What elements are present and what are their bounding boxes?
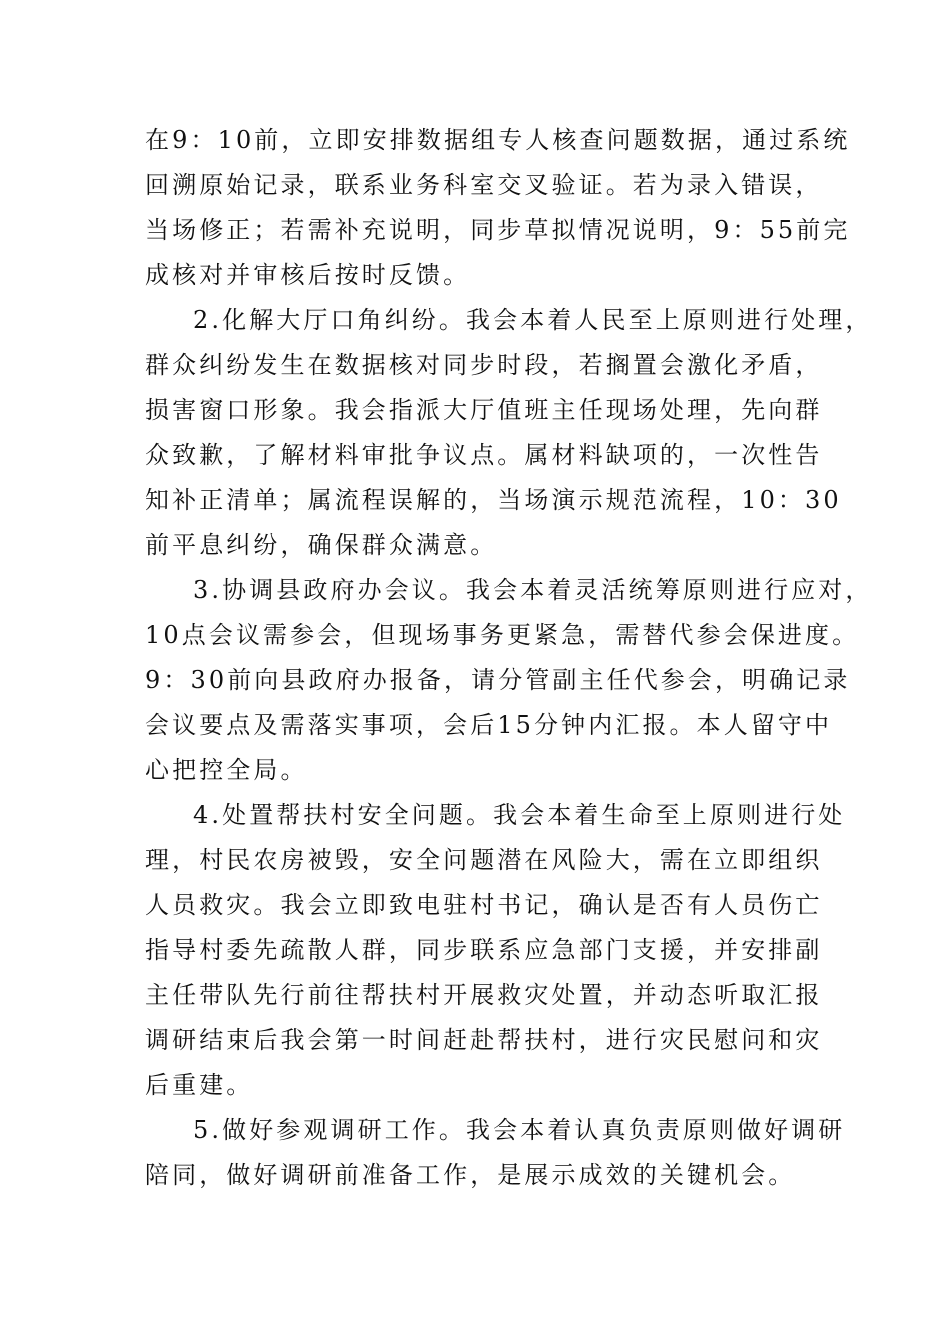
text-line: 知补正清单；属流程误解的，当场演示规范流程，10：30	[145, 486, 842, 514]
text-line: 理，村民农房被毁，安全问题潜在风险大，需在立即组织	[145, 846, 823, 874]
text-line: 后重建。	[145, 1071, 254, 1099]
text-line: 群众纠纷发生在数据核对同步时段，若搁置会激化矛盾，	[145, 351, 823, 379]
text-line: 调研结束后我会第一时间赶赴帮扶村，进行灾民慰问和灾	[145, 1026, 823, 1054]
text-line: 陪同，做好调研前准备工作，是展示成效的关键机会。	[145, 1161, 796, 1189]
text-line: 会议要点及需落实事项，会后15分钟内汇报。本人留守中	[145, 711, 833, 739]
text-line: 人员救灾。我会立即致电驻村书记，确认是否有人员伤亡	[145, 891, 823, 919]
text-line: 成核对并审核后按时反馈。	[145, 261, 471, 289]
text-line: 9：30前向县政府办报备，请分管副主任代参会，明确记录	[145, 666, 851, 694]
paragraph-3-first-line: 3.协调县政府办会议。我会本着灵活统筹原则进行应对，	[193, 576, 873, 604]
text-line: 前平息纠纷，确保群众满意。	[145, 531, 498, 559]
text-line: 回溯原始记录，联系业务科室交叉验证。若为录入错误，	[145, 171, 823, 199]
text-line: 主任带队先行前往帮扶村开展救灾处置，并动态听取汇报	[145, 981, 823, 1009]
text-line: 当场修正；若需补充说明，同步草拟情况说明，9：55前完	[145, 216, 851, 244]
text-line: 心把控全局。	[145, 756, 308, 784]
text-line: 在9：10前，立即安排数据组专人核查问题数据，通过系统	[145, 126, 851, 154]
paragraph-4-first-line: 4.处置帮扶村安全问题。我会本着生命至上原则进行处	[193, 801, 846, 829]
text-line: 指导村委先疏散人群，同步联系应急部门支援，并安排副	[145, 936, 823, 964]
paragraph-2-first-line: 2.化解大厅口角纠纷。我会本着人民至上原则进行处理，	[193, 306, 873, 334]
text-line: 10点会议需参会，但现场事务更紧急，需替代参会保进度。	[145, 621, 860, 649]
text-line: 损害窗口形象。我会指派大厅值班主任现场处理，先向群	[145, 396, 823, 424]
paragraph-5-first-line: 5.做好参观调研工作。我会本着认真负责原则做好调研	[193, 1116, 846, 1144]
text-line: 众致歉，了解材料审批争议点。属材料缺项的，一次性告	[145, 441, 823, 469]
